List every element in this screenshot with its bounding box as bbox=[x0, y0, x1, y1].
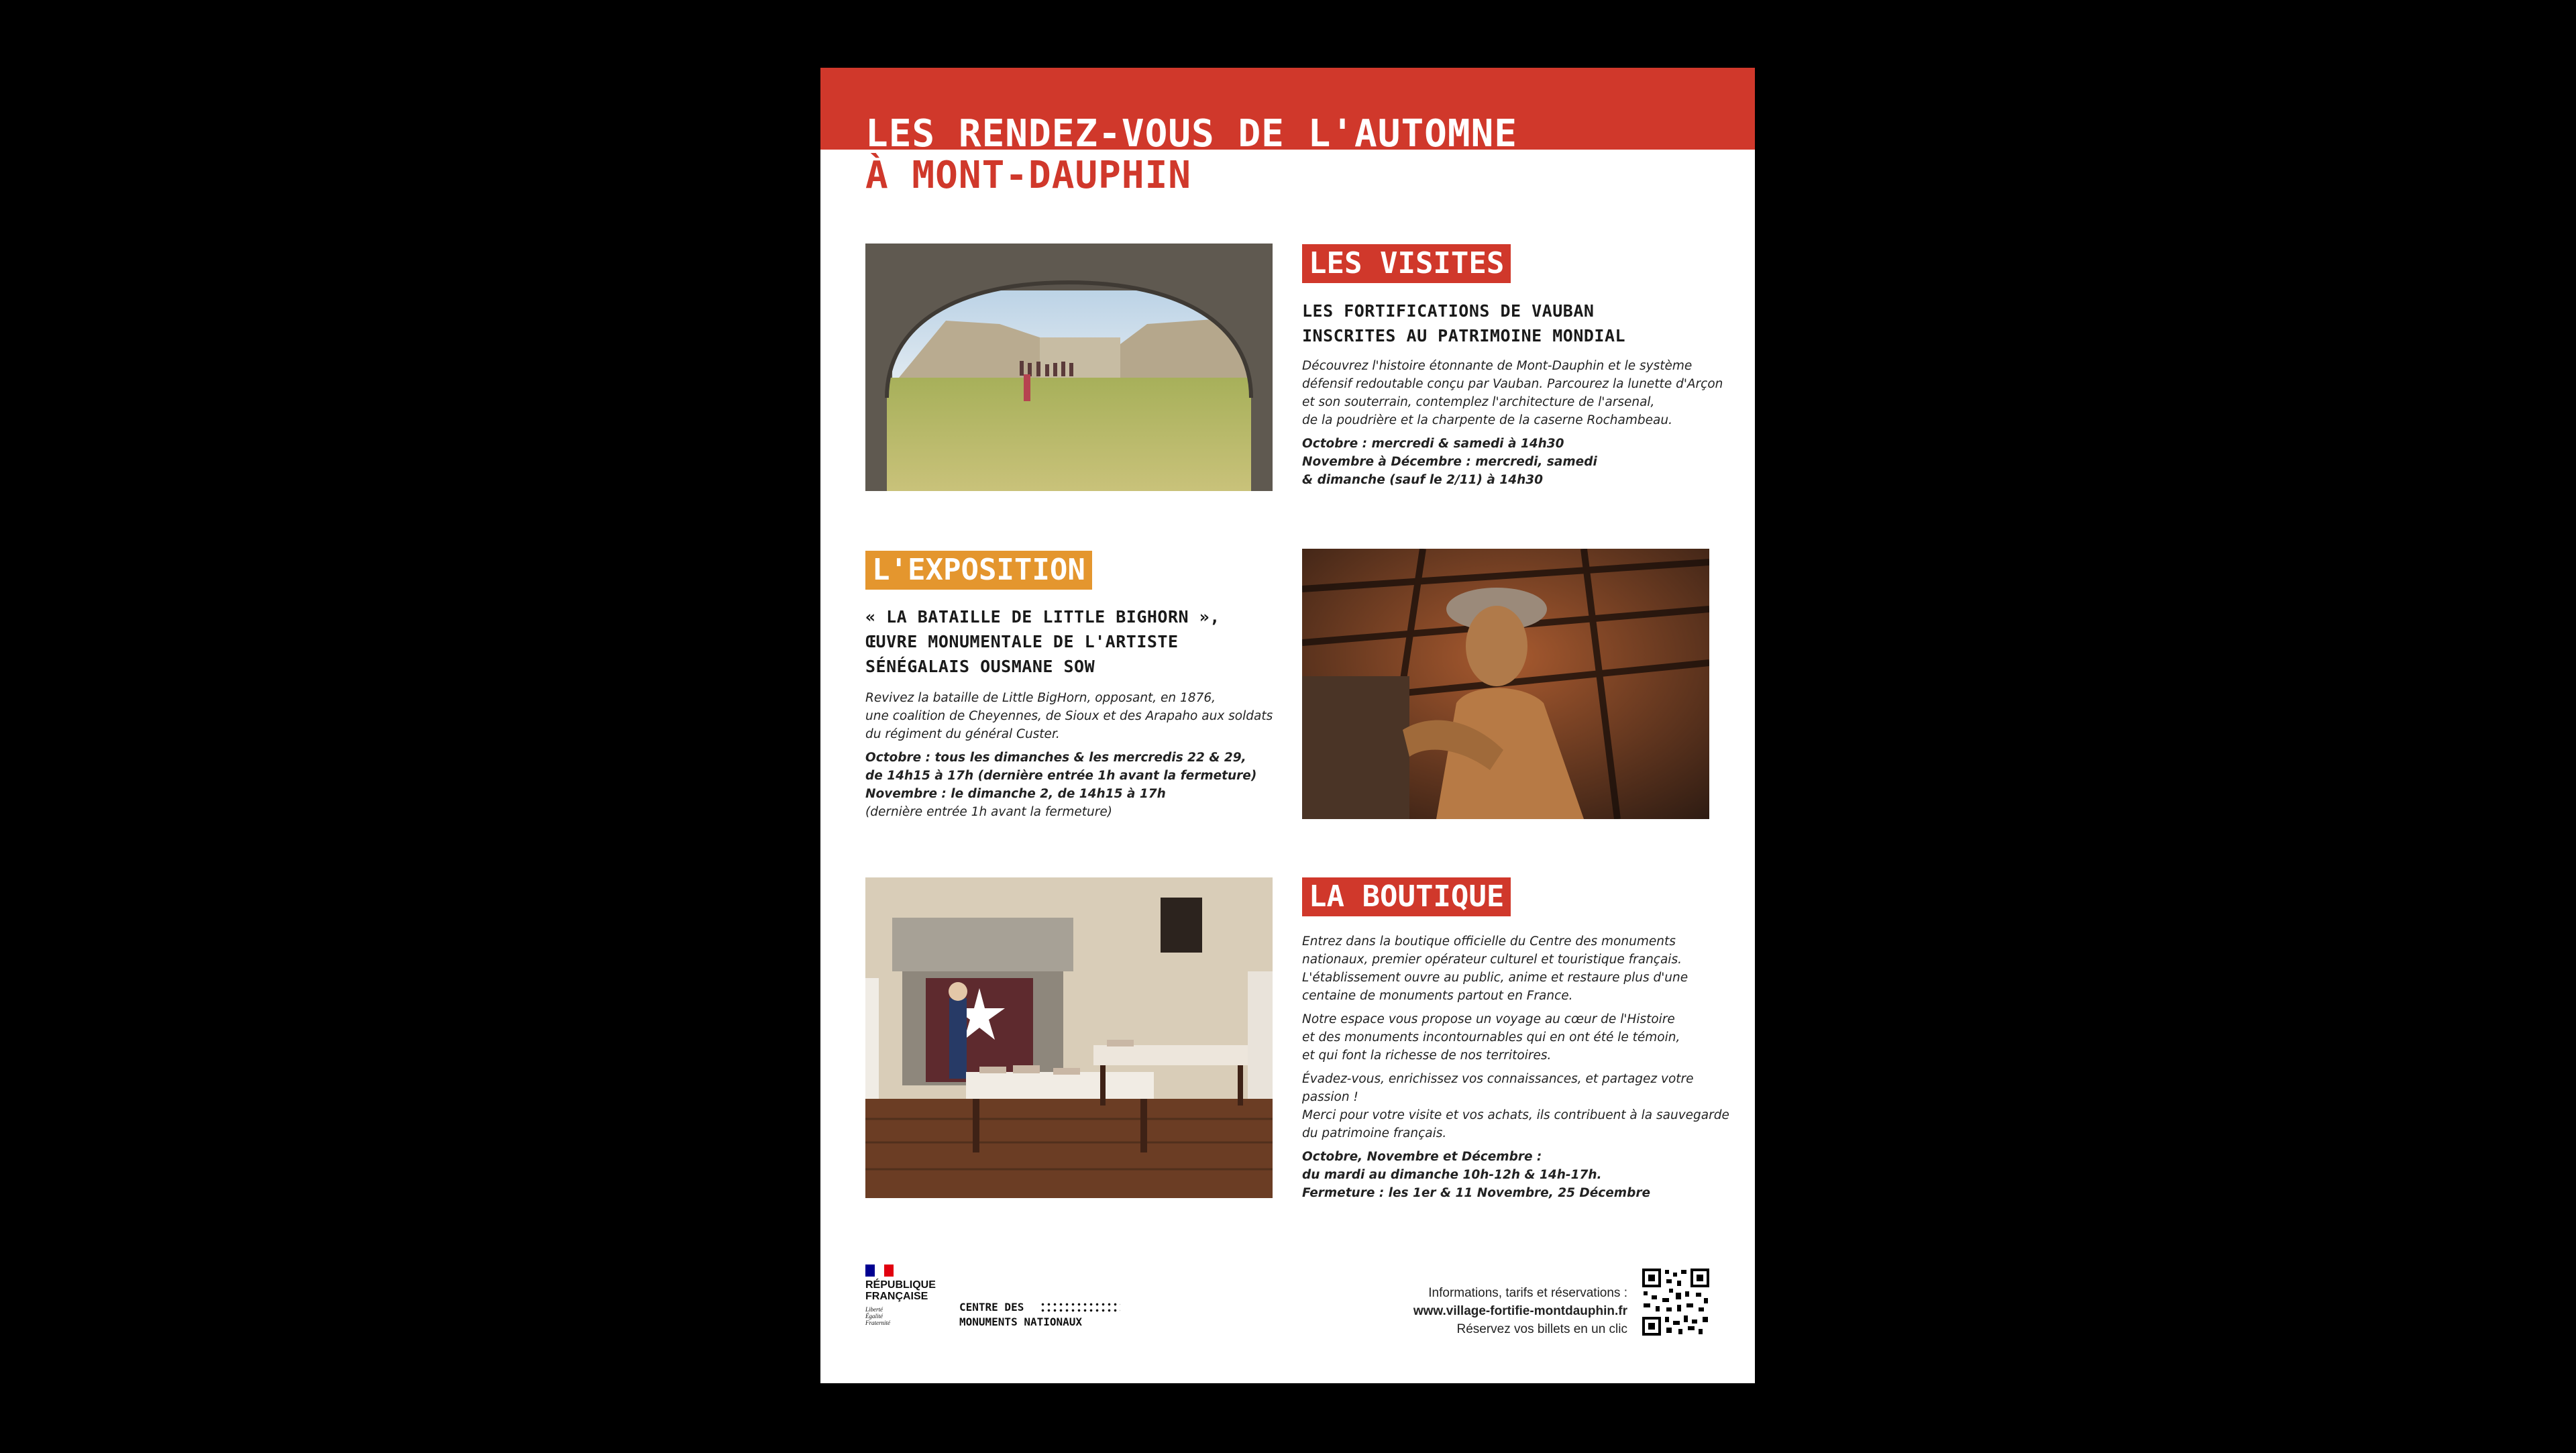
title-line-2: À MONT-DAUPHIN bbox=[865, 154, 1192, 197]
cmn-logo bbox=[959, 1300, 1127, 1334]
exposition-schedule-line: Novembre : le dimanche 2, de 14h15 à 17h bbox=[865, 787, 1166, 801]
boutique-schedule-line: Octobre, Novembre et Décembre : bbox=[1302, 1150, 1542, 1164]
boutique-body bbox=[1302, 932, 1731, 1202]
boutique-body-line: du patrimoine français. bbox=[1302, 1126, 1447, 1140]
tag-l-exposition: L'EXPOSITION bbox=[865, 551, 1092, 590]
boutique-body-line: et des monuments incontournables qui en ont été le témoin, bbox=[1302, 1030, 1680, 1044]
boutique-photo bbox=[865, 877, 1273, 1198]
exposition-subhead-line: ŒUVRE MONUMENTALE DE L'ARTISTE bbox=[865, 632, 1179, 651]
boutique-body-line: passion ! bbox=[1302, 1090, 1358, 1104]
boutique-body-line: nationaux, premier opérateur culturel et touristique français. bbox=[1302, 953, 1682, 967]
republique-francaise-logo bbox=[865, 1264, 959, 1332]
exposition-subhead bbox=[865, 604, 1220, 679]
exposition-subhead-line: SÉNÉGALAIS OUSMANE SOW bbox=[865, 657, 1095, 676]
boutique-body-line: centaine de monuments partout en France. bbox=[1302, 989, 1573, 1003]
exposition-body-line: Revivez la bataille de Little BigHorn, opposant, en 1876, bbox=[865, 691, 1216, 705]
info-block bbox=[1413, 1284, 1627, 1338]
qr-code-icon[interactable] bbox=[1642, 1269, 1709, 1336]
exposition-body-line: du régiment du général Custer. bbox=[865, 727, 1060, 741]
visites-subhead-line: LES FORTIFICATIONS DE VAUBAN bbox=[1302, 301, 1595, 321]
visites-body-line: et son souterrain, contemplez l'architecture de l'arsenal, bbox=[1302, 395, 1655, 409]
exposition-schedule-line: Octobre : tous les dimanches & les mercredis 22 & 29, bbox=[865, 751, 1246, 765]
cmn-dot-grid-icon bbox=[1120, 1316, 1124, 1320]
boutique-body-line: et qui font la richesse de nos territoires. bbox=[1302, 1048, 1552, 1063]
title-line-1: LES RENDEZ-VOUS DE L'AUTOMNE bbox=[865, 112, 1518, 156]
boutique-body-line: Notre espace vous propose un voyage au cœur de l'Histoire bbox=[1302, 1012, 1675, 1026]
rf-text bbox=[865, 1279, 936, 1302]
visites-subhead bbox=[1302, 299, 1625, 348]
visites-schedule-line: & dimanche (sauf le 2/11) à 14h30 bbox=[1302, 473, 1544, 487]
info-label: Informations, tarifs et réservations : bbox=[1428, 1286, 1627, 1300]
exposition-body bbox=[865, 689, 1295, 821]
cmn-line: MONUMENTS NATIONAUX bbox=[959, 1315, 1083, 1328]
exposition-subhead-line: « LA BATAILLE DE LITTLE BIGHORN », bbox=[865, 607, 1220, 627]
sculpture-photo bbox=[1302, 549, 1709, 819]
rf-line: RÉPUBLIQUE bbox=[865, 1279, 936, 1291]
boutique-schedule-line: du mardi au dimanche 10h-12h & 14h-17h. bbox=[1302, 1168, 1602, 1182]
french-flag-icon bbox=[865, 1264, 894, 1277]
rf-motto-line: Fraternité bbox=[865, 1320, 890, 1326]
boutique-body-line: Merci pour votre visite et vos achats, ils contribuent à la sauvegarde bbox=[1302, 1108, 1729, 1122]
boutique-schedule-line: Fermeture : les 1er & 11 Novembre, 25 Décembre bbox=[1302, 1186, 1650, 1200]
visites-subhead-line: INSCRITES AU PATRIMOINE MONDIAL bbox=[1302, 326, 1626, 345]
visites-body bbox=[1302, 357, 1725, 489]
exposition-body-line: une coalition de Cheyennes, de Sioux et des Arapaho aux soldats bbox=[865, 709, 1273, 723]
rf-line: FRANÇAISE bbox=[865, 1291, 928, 1302]
visites-body-line: Découvrez l'histoire étonnante de Mont-Dauphin et le système bbox=[1302, 359, 1693, 373]
tag-les-visites: LES VISITES bbox=[1302, 244, 1511, 283]
exposition-schedule-line: de 14h15 à 17h (dernière entrée 1h avant la fermeture) bbox=[865, 769, 1257, 783]
rf-motto-line: Liberté bbox=[865, 1306, 883, 1313]
visites-body-line: de la poudrière et la charpente de la caserne Rochambeau. bbox=[1302, 413, 1672, 427]
cmn-dot-grid-icon bbox=[1040, 1301, 1120, 1313]
tag-la-boutique: LA BOUTIQUE bbox=[1302, 877, 1511, 916]
boutique-body-line: Entrez dans la boutique officielle du Centre des monuments bbox=[1302, 934, 1676, 949]
fortification-photo bbox=[865, 244, 1273, 491]
rf-motto-line: Égalité bbox=[865, 1313, 883, 1320]
rf-motto bbox=[865, 1306, 890, 1326]
visites-schedule-line: Octobre : mercredi & samedi à 14h30 bbox=[1302, 437, 1564, 451]
page-title bbox=[865, 113, 1517, 197]
info-cta: Réservez vos billets en un clic bbox=[1456, 1322, 1627, 1336]
boutique-body-line: L'établissement ouvre au public, anime et restaure plus d'une bbox=[1302, 971, 1688, 985]
visites-body-line: défensif redoutable conçu par Vauban. Parcourez la lunette d'Arçon bbox=[1302, 377, 1723, 391]
cmn-line: CENTRE DES bbox=[959, 1301, 1024, 1313]
visites-schedule-line: Novembre à Décembre : mercredi, samedi bbox=[1302, 455, 1597, 469]
boutique-body-line: Évadez-vous, enrichissez vos connaissances, et partagez votre bbox=[1302, 1072, 1694, 1086]
website-link[interactable]: www.village-fortifie-montdauphin.fr bbox=[1413, 1304, 1627, 1318]
exposition-schedule-line: (dernière entrée 1h avant la fermeture) bbox=[865, 805, 1112, 819]
poster bbox=[820, 68, 1755, 1383]
